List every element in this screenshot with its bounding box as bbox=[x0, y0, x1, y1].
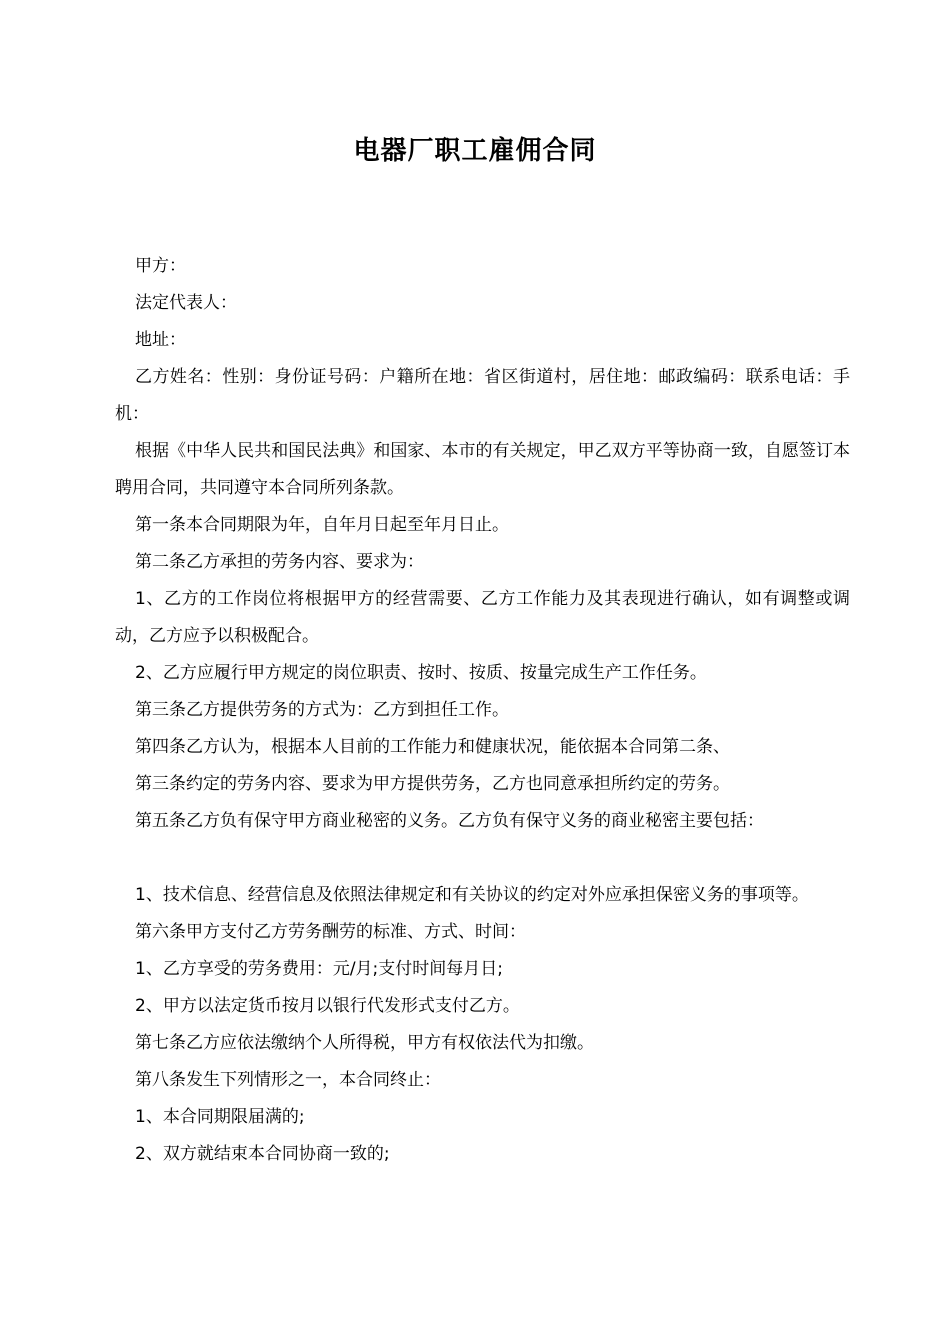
article-8-item-1: 1、本合同期限届满的; bbox=[135, 1107, 305, 1127]
article-4-line-2: 第三条约定的劳务内容、要求为甲方提供劳务，乙方也同意承担所约定的劳务。 bbox=[135, 774, 730, 794]
party-a-line: 甲方： bbox=[135, 256, 186, 276]
article-5-item-1: 1、技术信息、经营信息及依照法律规定和有关协议的约定对外应承担保密义务的事项等。 bbox=[135, 885, 809, 905]
article-6-heading: 第六条甲方支付乙方劳务酬劳的标准、方式、时间： bbox=[135, 922, 526, 942]
article-8-item-2: 2、双方就结束本合同协商一致的; bbox=[135, 1144, 390, 1164]
article-6-item-1: 1、乙方享受的劳务费用：元/月;支付时间每月日; bbox=[135, 959, 503, 979]
article-2-heading: 第二条乙方承担的劳务内容、要求为： bbox=[135, 552, 424, 572]
preamble-paragraph: 根据《中华人民共和国民法典》和国家、本市的有关规定，甲乙双方平等协商一致，自愿签订本聘用合同，共同遵守本合同所列条款。 bbox=[115, 441, 850, 498]
document-body bbox=[115, 248, 850, 1173]
article-6-item-2: 2、甲方以法定货币按月以银行代发形式支付乙方。 bbox=[135, 996, 520, 1016]
article-8-heading: 第八条发生下列情形之一，本合同终止： bbox=[135, 1070, 441, 1090]
article-2-item-1: 1、乙方的工作岗位将根据甲方的经营需要、乙方工作能力及其表现进行确认，如有调整或调动，乙方应予以积极配合。 bbox=[115, 589, 850, 646]
article-3: 第三条乙方提供劳务的方式为：乙方到担任工作。 bbox=[135, 700, 509, 720]
article-2-item-2: 2、乙方应履行甲方规定的岗位职责、按时、按质、按量完成生产工作任务。 bbox=[135, 663, 707, 683]
document-title: 电器厂职工雇佣合同 bbox=[353, 136, 597, 166]
party-b-info-paragraph: 乙方姓名：性别：身份证号码：户籍所在地：省区街道村，居住地：邮政编码：联系电话：手机： bbox=[115, 367, 850, 424]
article-4-line-1: 第四条乙方认为，根据本人目前的工作能力和健康状况，能依据本合同第二条、 bbox=[135, 737, 730, 757]
legal-representative-line: 法定代表人： bbox=[135, 293, 237, 313]
article-1: 第一条本合同期限为年，自年月日起至年月日止。 bbox=[135, 515, 509, 535]
article-5-heading: 第五条乙方负有保守甲方商业秘密的义务。乙方负有保守义务的商业秘密主要包括： bbox=[135, 811, 764, 831]
article-7: 第七条乙方应依法缴纳个人所得税，甲方有权依法代为扣缴。 bbox=[135, 1033, 594, 1053]
address-line: 地址： bbox=[135, 330, 186, 350]
blank-spacer bbox=[115, 840, 850, 877]
